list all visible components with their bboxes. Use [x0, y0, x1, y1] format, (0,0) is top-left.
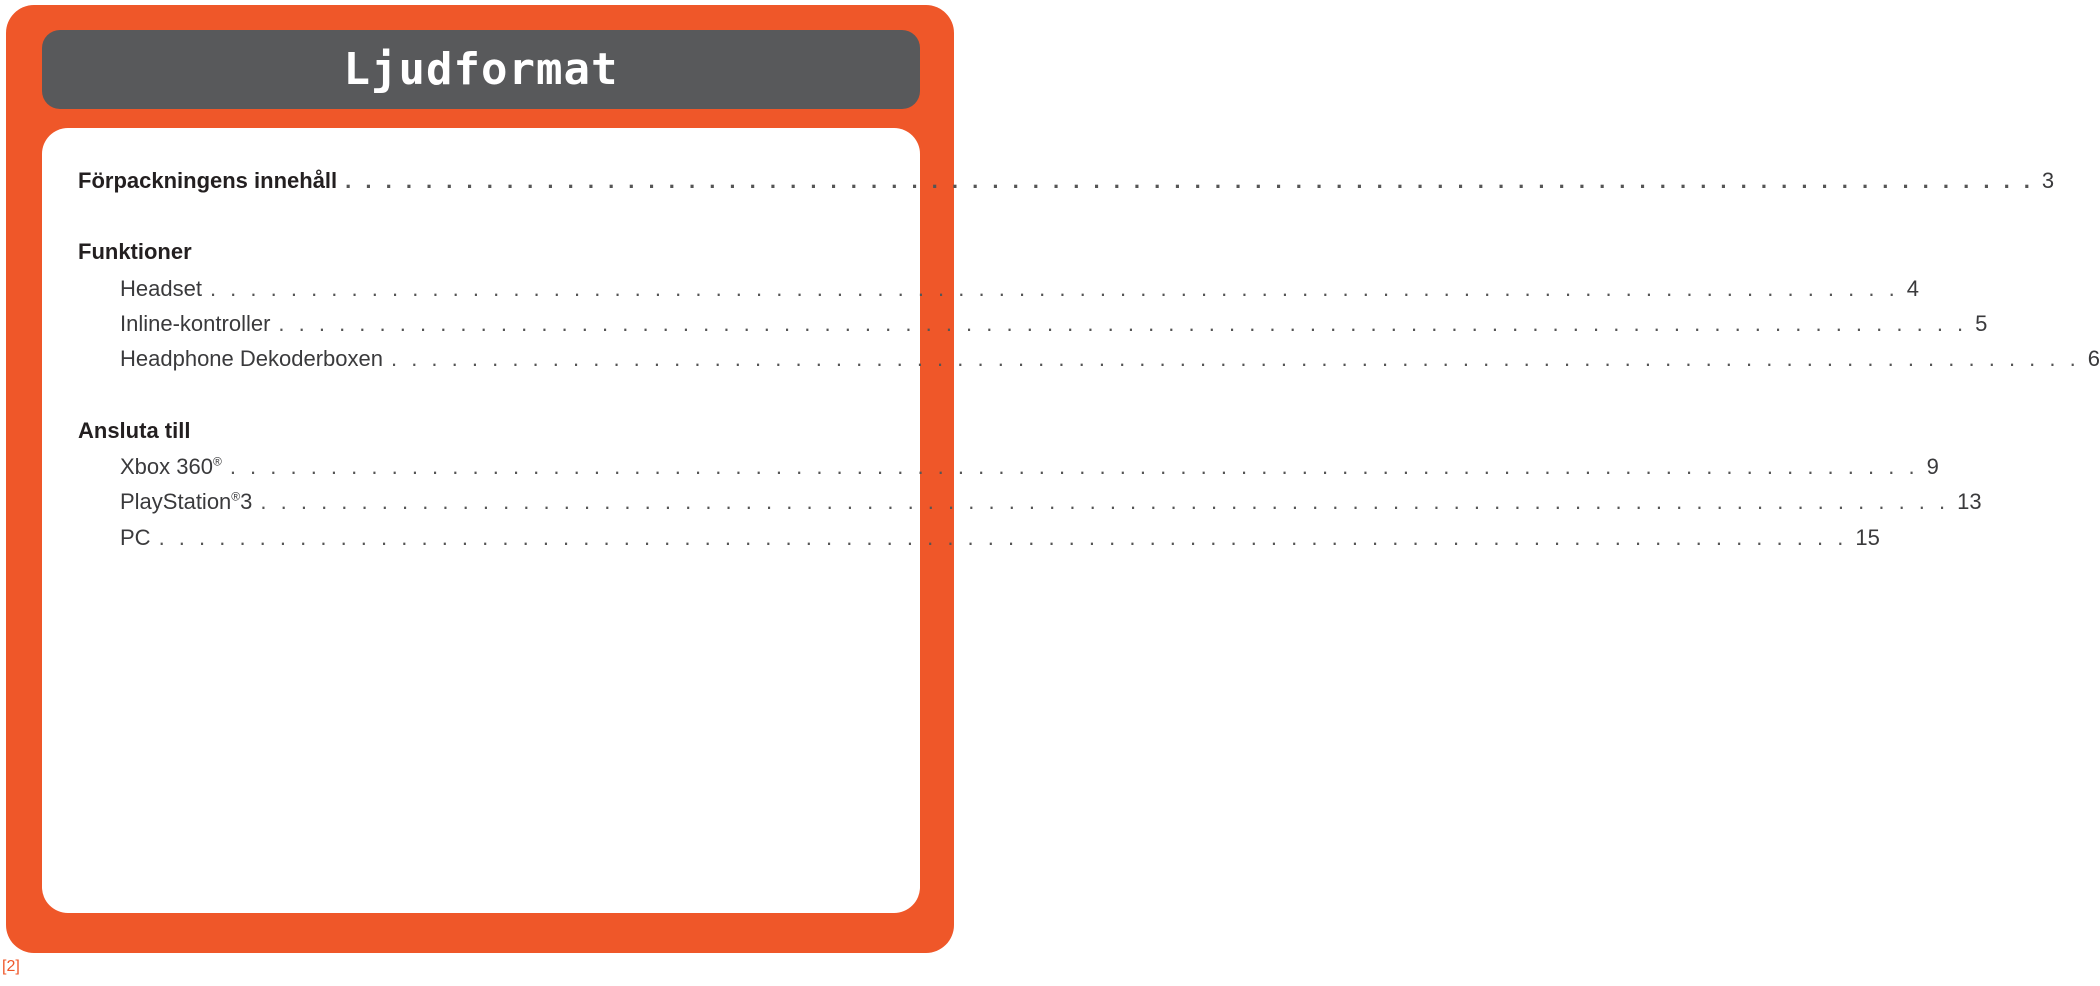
footer-page-number: [2] — [2, 958, 20, 975]
toc-entry-label: Headset — [120, 276, 202, 301]
toc-entry-xbox-360[interactable] — [120, 454, 1939, 480]
toc-entry-label-text: Xbox 360 — [120, 454, 213, 479]
toc-entry-pc[interactable] — [120, 525, 1880, 551]
leader-dots: . . . . . . . . . . . . . . . . . . . . . . . . . . . . . . . . . . . . . . . . . . . . . . . . . . . . . . . . . . . . . . . . . . . . . . . . . . . . . . . . . . . . — [158, 525, 1848, 550]
toc-entry-headphone-dekoderboxen[interactable] — [120, 346, 2100, 372]
page-title: Ljudformat — [343, 44, 619, 95]
toc-entry-label-suffix: 3 — [240, 489, 253, 514]
toc-entry-page: 5 — [1975, 311, 1988, 336]
leader-dots: . . . . . . . . . . . . . . . . . . . . . . . . . . . . . . . . . . . . . . . . . . . . . . . . . . . . . . . . . . . . . . . . . . . . . . . . . . . . . . . . . . . . — [229, 454, 1919, 479]
toc-entry-page: 9 — [1926, 454, 1939, 479]
toc-entry-label: Förpackningens innehåll — [78, 168, 338, 193]
toc-entry-label: Headphone Dekoderboxen — [120, 346, 383, 371]
toc-entry-headset[interactable] — [120, 276, 1919, 302]
toc-entry-label — [120, 454, 222, 480]
toc-entry-playstation-3[interactable] — [120, 489, 1982, 515]
section-heading-funktioner: Funktioner — [78, 239, 192, 264]
toc-entry-label: PC — [120, 525, 151, 550]
toc-entry-contents[interactable] — [78, 168, 2055, 194]
toc-entry-page: 3 — [2041, 168, 2055, 193]
leader-dots: . . . . . . . . . . . . . . . . . . . . . . . . . . . . . . . . . . . . . . . . . . . . . . . . . . . . . . . . . . . . . . . . . . . . . . . . . . . . . . . . . . . . — [390, 346, 2080, 371]
leader-dots: . . . . . . . . . . . . . . . . . . . . . . . . . . . . . . . . . . . . . . . . . . . . . . . . . . . . . . . . . . . . . . . . . . . . . . . . . . . . . . . . . . . . — [345, 168, 2034, 193]
registered-mark: ® — [212, 454, 222, 469]
toc-entry-page: 13 — [1957, 489, 1982, 514]
leader-dots: . . . . . . . . . . . . . . . . . . . . . . . . . . . . . . . . . . . . . . . . . . . . . . . . . . . . . . . . . . . . . . . . . . . . . . . . . . . . . . . . . . . . — [260, 489, 1950, 514]
leader-dots: . . . . . . . . . . . . . . . . . . . . . . . . . . . . . . . . . . . . . . . . . . . . . . . . . . . . . . . . . . . . . . . . . . . . . . . . . . . . . . . . . . . . — [209, 276, 1899, 301]
title-bar — [42, 30, 920, 109]
section-heading-ansluta-till: Ansluta till — [78, 418, 191, 443]
toc-entry-page: 15 — [1855, 525, 1880, 550]
toc-entry-label-text: PlayStation — [120, 489, 232, 514]
toc-entry-label — [120, 489, 252, 515]
toc-entry-label: Inline-kontroller — [120, 311, 271, 336]
registered-mark: ® — [231, 489, 241, 504]
toc-entry-page: 4 — [1906, 276, 1919, 301]
toc-entry-inline-kontroller[interactable] — [120, 311, 1988, 337]
leader-dots: . . . . . . . . . . . . . . . . . . . . . . . . . . . . . . . . . . . . . . . . . . . . . . . . . . . . . . . . . . . . . . . . . . . . . . . . . . . . . . . . . . . . — [278, 311, 1968, 336]
toc-entry-page: 6 — [2087, 346, 2100, 371]
